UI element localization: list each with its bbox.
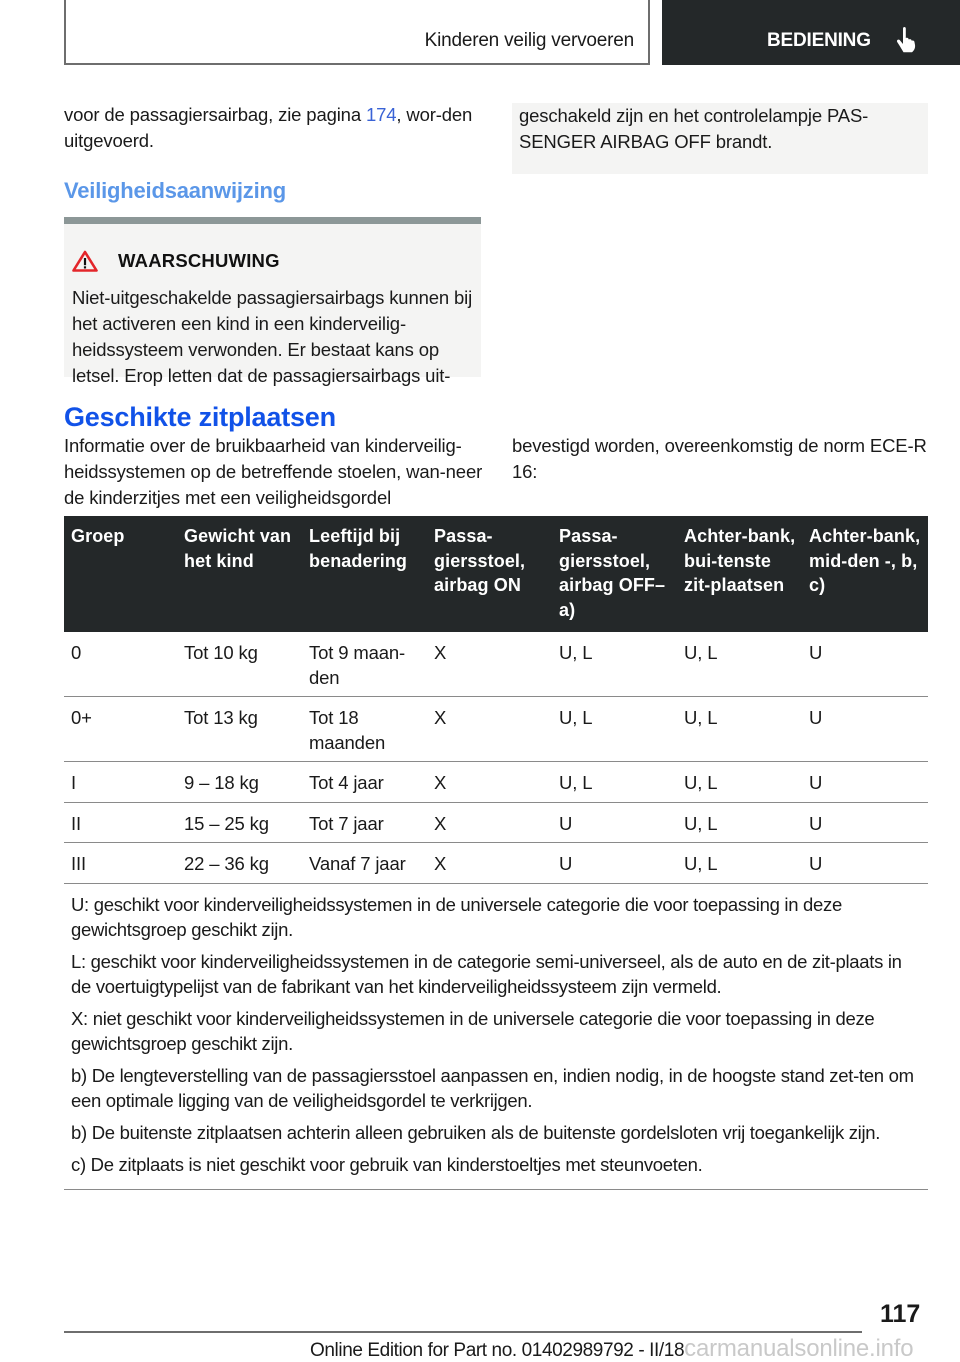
page-link[interactable]: 174 xyxy=(365,104,397,125)
watermark: carmanualsonline.info xyxy=(684,1335,914,1362)
table-row xyxy=(64,632,928,697)
cell: U xyxy=(802,632,928,697)
section-intro-left: Informatie over de bruikbaarheid van kinderveilig-heidssystemen op de betreffende stoelen, wan-neer de kinderzitjes met een veiligheidsgordel xyxy=(64,435,483,508)
cell: Tot 13 kg xyxy=(177,697,302,762)
cell: U xyxy=(802,762,928,803)
note-u: U: geschikt voor kinderveiligheidssystemen in de universele categorie die voor toepassing in deze gewichtsgroep geschikt zijn. xyxy=(71,893,842,940)
cell: Tot 18 maanden xyxy=(302,697,427,762)
cell: Tot 7 jaar xyxy=(302,802,427,843)
cell: U, L xyxy=(677,843,802,884)
header-age: Leeftijd bij benadering xyxy=(302,516,427,632)
chapter-title: BEDIENING xyxy=(767,30,871,51)
warning-box-continued xyxy=(512,103,928,174)
cell: U xyxy=(552,802,677,843)
footer-divider xyxy=(64,1331,862,1333)
cell: U, L xyxy=(552,697,677,762)
header-rear-middle: Achter-bank, mid-den -, b, c) xyxy=(802,516,928,632)
cell: II xyxy=(64,802,177,843)
note-x: X: niet geschikt voor kinderveiligheidssystemen in de universele categorie die voor toepassing in deze gewichtsgroep geschikt zijn. xyxy=(71,1007,875,1054)
section-title: Kinderen veilig vervoeren xyxy=(424,30,634,51)
pointing-hand-icon xyxy=(895,27,919,53)
cell: Tot 4 jaar xyxy=(302,762,427,803)
table-notes-row xyxy=(64,883,928,1189)
cell: III xyxy=(64,843,177,884)
note-l: L: geschikt voor kinderveiligheidssystemen in de categorie semi-universeel, als de auto en de zit-plaats in de voertuigtypelijst van de fabrikant van het kinderveiligheidssysteem zijn vermeld. xyxy=(71,950,902,997)
table-row xyxy=(64,843,928,884)
cell: U, L xyxy=(677,762,802,803)
cell: Tot 10 kg xyxy=(177,632,302,697)
note-c: c) De zitplaats is niet geschikt voor gebruik van kinderstoeltjes met steunvoeten. xyxy=(71,1153,703,1175)
header-weight: Gewicht van het kind xyxy=(177,516,302,632)
cell: U xyxy=(552,843,677,884)
cell: X xyxy=(427,802,552,843)
warning-box xyxy=(64,217,481,386)
cell: U, L xyxy=(677,697,802,762)
cell: U xyxy=(802,843,928,884)
cell: X xyxy=(427,632,552,697)
edition-text: Online Edition for Part no. 01402989792 - II/18 xyxy=(310,1340,685,1361)
note-b2: b) De buitenste zitplaatsen achterin alleen gebruiken als de buitenste gordelsloten vrij toegankelijk zijn. xyxy=(71,1121,881,1143)
cell: Tot 9 maan-den xyxy=(302,632,427,697)
cell: 0+ xyxy=(64,697,177,762)
warning-continued-text: geschakeld zijn en het controlelampje PAS-SENGER AIRBAG OFF brandt. xyxy=(519,105,869,152)
table-notes xyxy=(64,883,928,1189)
cell: X xyxy=(427,762,552,803)
cell: U, L xyxy=(552,632,677,697)
cell: X xyxy=(427,697,552,762)
section-title-suitable-seats: Geschikte zitplaatsen xyxy=(64,402,336,432)
page-number: 117 xyxy=(880,1300,921,1328)
cell: 9 – 18 kg xyxy=(177,762,302,803)
safety-subheading: Veiligheidsaanwijzing xyxy=(64,178,286,203)
section-intro-right: bevestigd worden, overeenkomstig de norm ECE-R 16: xyxy=(512,435,927,482)
header-rear-outer: Achter-bank, bui-tenste zit-plaatsen xyxy=(677,516,802,632)
cell: U, L xyxy=(552,762,677,803)
intro-paragraph xyxy=(64,102,484,154)
table-header-row xyxy=(64,516,928,632)
cell: 15 – 25 kg xyxy=(177,802,302,843)
cell: Vanaf 7 jaar xyxy=(302,843,427,884)
footer-edition xyxy=(310,1335,913,1362)
intro-text: voor de passagiersairbag, zie pagina xyxy=(64,104,366,125)
table-row xyxy=(64,697,928,762)
cell: U, L xyxy=(677,632,802,697)
seat-suitability-table xyxy=(64,516,928,1190)
cell: I xyxy=(64,762,177,803)
warning-header xyxy=(72,250,280,272)
table-row xyxy=(64,762,928,803)
table-row xyxy=(64,802,928,843)
warning-body: Niet-uitgeschakelde passagiersairbags kunnen bij het activeren een kind in een kinderveilig-heidssysteem verwonden. Er bestaat kans op letsel. Erop letten dat de passagiersairbags uit- xyxy=(72,287,473,386)
note-b1: b) De lengteverstelling van de passagiersstoel aanpassen en, indien nodig, in de hoogste stand zet-ten om een optimale ligging van de veiligheidsgordel te verkrijgen. xyxy=(71,1064,914,1111)
cell: U, L xyxy=(677,802,802,843)
warning-title: WAARSCHUWING xyxy=(118,250,280,271)
header-passenger-airbag-on: Passa-giersstoel, airbag ON xyxy=(427,516,552,632)
cell: U xyxy=(802,802,928,843)
header-section-tab xyxy=(64,0,650,65)
cell: X xyxy=(427,843,552,884)
header-passenger-airbag-off: Passa-giersstoel, airbag OFF– a) xyxy=(552,516,677,632)
header-group: Groep xyxy=(64,516,177,632)
intro-text-end: , wor-den uitgevoerd. xyxy=(64,104,473,151)
cell: 22 – 36 kg xyxy=(177,843,302,884)
cell: 0 xyxy=(64,632,177,697)
header-chapter-tab xyxy=(662,0,960,65)
cell: U xyxy=(802,697,928,762)
warning-triangle-icon xyxy=(72,250,98,272)
